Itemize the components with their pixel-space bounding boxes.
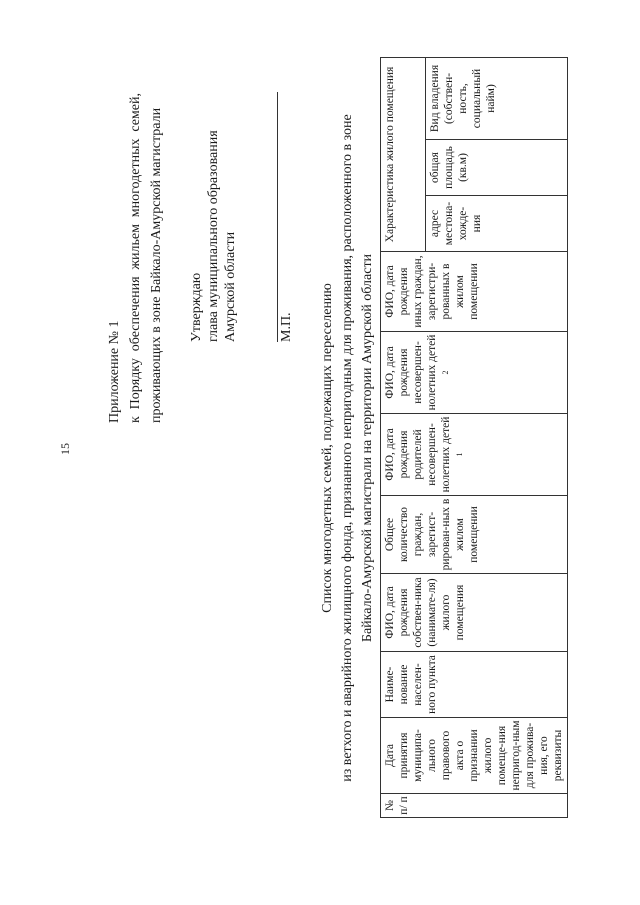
appendix-heading: Приложение № 1	[107, 320, 122, 423]
header-children: ФИО, дата рождения несовершен-нолетних детей $^2$	[381, 332, 568, 414]
header-ownership: Вид владения (собствен-ность, социальный найм)	[426, 57, 568, 139]
header-parents: ФИО, дата рождения родителей несовершен-нолетних детей $^1$	[381, 414, 568, 496]
approval-line-2: глава муниципального образования	[206, 130, 221, 342]
appendix-body: к Порядку обеспечения жильем многодетных семей, проживающих в зоне Байкало-Амурской магистрали	[128, 93, 164, 423]
document-title	[318, 78, 378, 818]
footnote-mark-1: 1	[455, 452, 464, 457]
approval-line-1: Утверждаю	[189, 272, 204, 342]
families-table	[380, 57, 568, 818]
title-line-1: Список многодетных семей, подлежащих переселению	[320, 283, 335, 613]
header-address: адрес местона-хожде-ния	[426, 196, 568, 252]
table-header-row	[381, 57, 426, 817]
header-others: ФИО, дата рождения иных граждан, зарегистри-рованных в жилом помещении	[381, 252, 568, 332]
title-line-3: Байкало-Амурской магистрали на территории Амурской области	[360, 253, 375, 643]
header-total: Общее количество граждан, зарегист-рирован-ных в жилом помещении	[381, 496, 568, 574]
appendix-block	[104, 93, 167, 423]
header-settlement: Наиме-нование населен-ного пункта	[381, 652, 568, 718]
title-line-2: из ветхого и аварийного жилищного фонда, признанного непригодным для проживания, расположенного в зоне	[340, 114, 355, 782]
header-num: № п/ п	[381, 794, 568, 818]
approval-line-3: Амурской области	[223, 231, 238, 342]
header-date: Дата принятия муниципа-льного правового акта о признании жилого помеще-ния непригод-ным для прожива-ния, его реквизиты	[381, 718, 568, 794]
page-number: 15	[58, 443, 72, 455]
header-owner: ФИО, дата рождения собствен-ника (нанимате-ля) жилого помещения	[381, 574, 568, 652]
header-housing: Характеристика жилого помещения	[381, 57, 426, 251]
rotated-page	[90, 58, 610, 838]
stamp-label: М.П.	[279, 312, 294, 342]
approval-block	[188, 92, 295, 342]
signature-line	[259, 92, 278, 342]
header-area: общая площадь (кв.м)	[426, 140, 568, 196]
footnote-mark-2: 2	[441, 370, 450, 375]
